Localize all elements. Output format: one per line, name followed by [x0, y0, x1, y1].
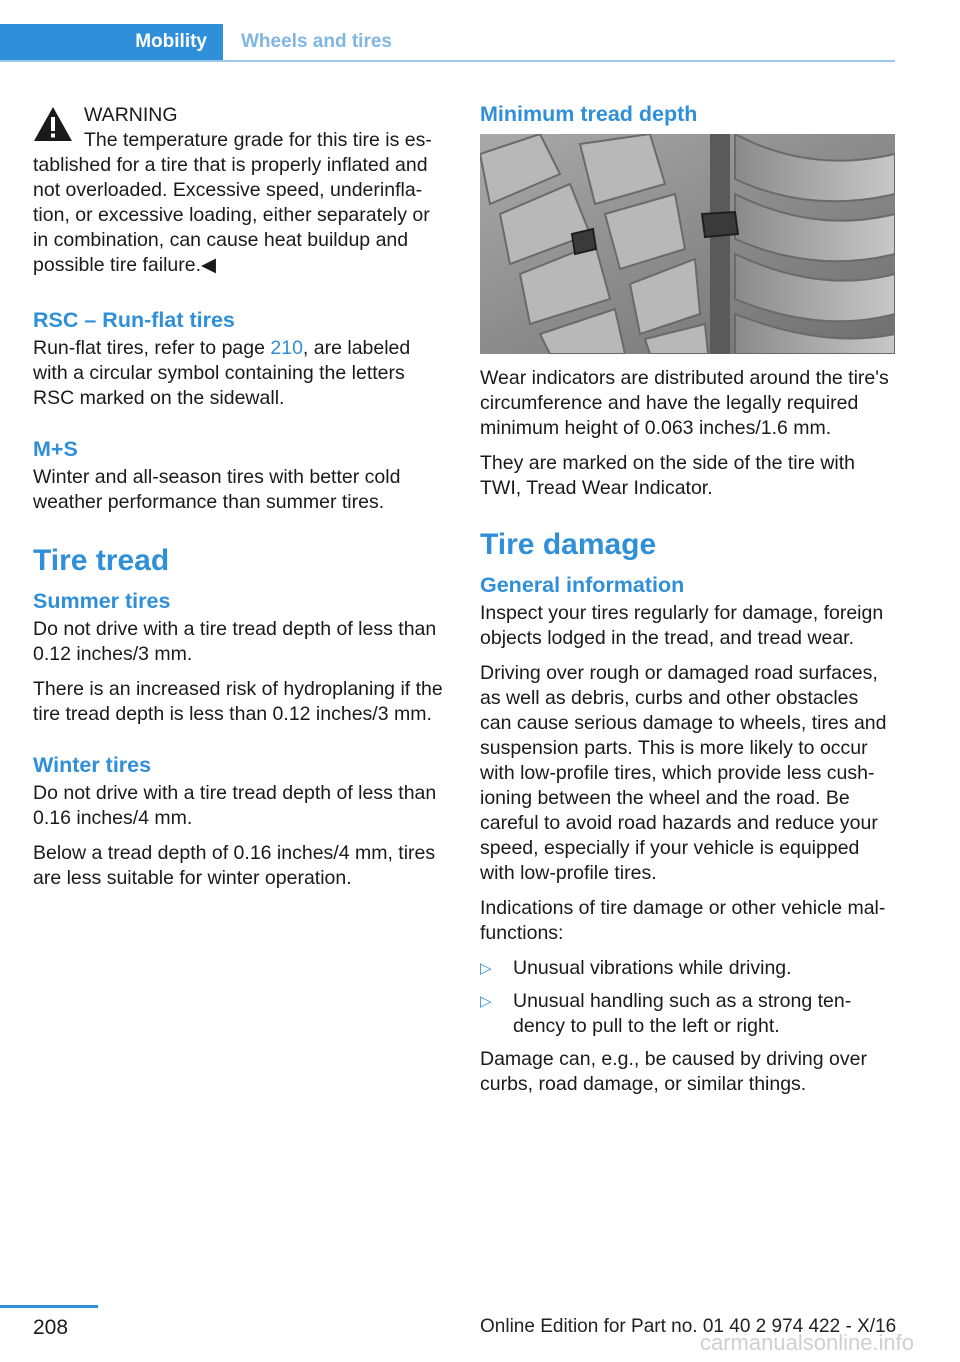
page-number: 208	[33, 1316, 69, 1339]
list-item-text: Unusual vibrations while driving.	[513, 957, 792, 979]
tab-wheels-and-tires[interactable]: Wheels and tires	[241, 31, 392, 52]
wear-indicator-paragraph: Wear indicators are distributed around the tire's circumference and have the legally required minimum height of 0.063 inches/1.6 mm.	[480, 367, 889, 439]
damage-paragraph-1: Inspect your tires regularly for damage, foreign objects lodged in the tread, and tread wear.	[480, 602, 884, 649]
winter-tires-heading: Winter tires	[33, 753, 152, 777]
rsc-text-before: Run-flat tires, refer to page	[33, 337, 271, 359]
list-item	[480, 989, 895, 1039]
damage-indications-list	[480, 956, 895, 1039]
winter-paragraph-1: Do not drive with a tire tread depth of less than 0.16 inches/4 mm.	[33, 782, 437, 829]
summer-paragraph-1: Do not drive with a tire tread depth of less than 0.12 inches/3 mm.	[33, 618, 437, 665]
header-tabs	[0, 24, 895, 62]
triangle-bullet-icon: ▷	[480, 960, 492, 977]
warning-box	[33, 100, 445, 278]
header-divider	[0, 60, 895, 62]
list-item-text: Unusual handling such as a strong tendency to pull to the left or right.	[513, 990, 852, 1037]
ms-heading: M+S	[33, 437, 78, 461]
summer-paragraph-2: There is an increased risk of hydroplaning if the tire tread depth is less than 0.12 inches/3 mm.	[33, 678, 443, 725]
warning-line1: The temperature grade for this tire is es-	[84, 129, 432, 151]
damage-paragraph-3: Indications of tire damage or other vehicle malfunctions:	[480, 897, 886, 944]
footer-accent-line	[0, 1305, 98, 1308]
list-item	[480, 956, 895, 981]
winter-paragraph-2: Below a tread depth of 0.16 inches/4 mm, tires are less suitable for winter operation.	[33, 842, 436, 889]
warning-text: tablished for a tire that is properly inflated and not overloaded. Excessive speed, underinflation, or excessive loading, either separately or in combination, can cause heat buildup and possible tire failure.◀	[33, 154, 430, 276]
tire-damage-heading: Tire damage	[480, 528, 657, 561]
tire-tread-heading: Tire tread	[33, 544, 170, 577]
summer-tires-heading: Summer tires	[33, 589, 171, 613]
twi-paragraph: They are marked on the side of the tire with TWI, Tread Wear Indicator.	[480, 452, 856, 499]
page-210-link[interactable]: 210	[270, 337, 303, 359]
minimum-tread-depth-heading: Minimum tread depth	[480, 102, 698, 126]
tire-tread-image	[480, 134, 895, 354]
rsc-paragraph	[33, 336, 445, 411]
ms-paragraph: Winter and all-season tires with better cold weather performance than summer tires.	[33, 466, 401, 513]
rsc-heading: RSC – Run-flat tires	[33, 308, 235, 332]
watermark: carmanualsonline.info	[700, 1330, 915, 1355]
left-column	[33, 100, 445, 901]
general-information-heading: General information	[480, 573, 685, 597]
edition-text: Online Edition for Part no. 01 40 2 974 422 - X/16	[480, 1316, 897, 1337]
triangle-bullet-icon: ▷	[480, 993, 492, 1010]
warning-icon	[33, 106, 73, 142]
damage-paragraph-2: Driving over rough or damaged road surfaces, as well as debris, curbs and other obstacles can cause serious damage to wheels, tires and suspension parts. This is more likely to occur with low-profile tires, which provide less cushioning between the wheel and the road. Be careful to avoid road hazards and reduce your speed, especially if your vehicle is equipped with low-profile tires.	[480, 662, 887, 884]
rsc-text-after: , are labeled with a circular symbol containing the letters RSC marked on the sidewall.	[33, 337, 411, 409]
damage-paragraph-4: Damage can, e.g., be caused by driving over curbs, road damage, or similar things.	[480, 1048, 867, 1095]
tab-mobility[interactable]: Mobility	[0, 24, 223, 60]
right-column	[480, 100, 895, 1107]
warning-title: WARNING	[84, 104, 178, 126]
